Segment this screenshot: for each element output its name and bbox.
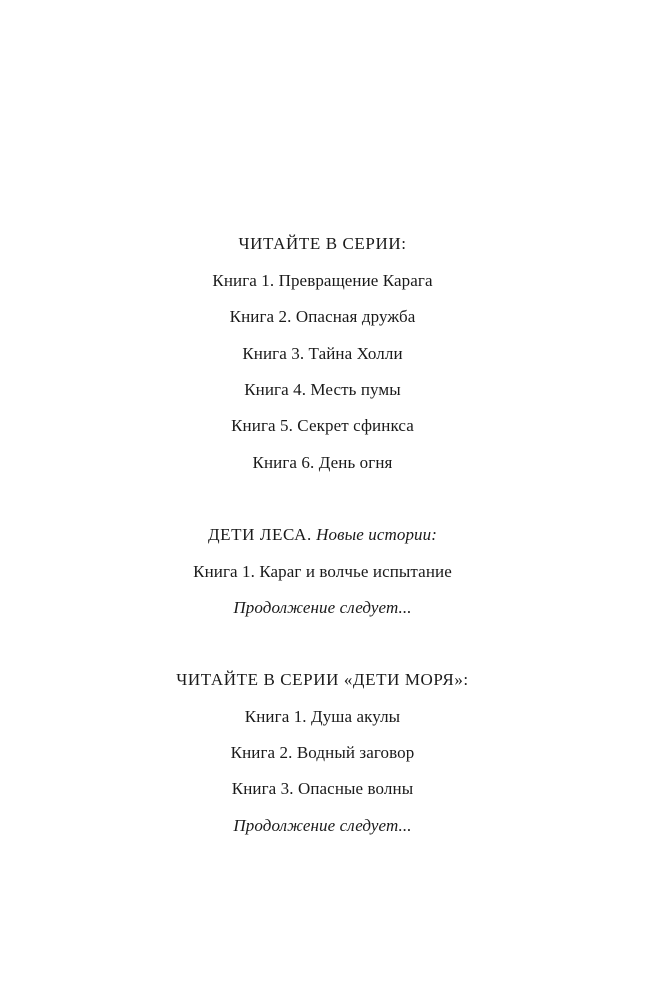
section3-continuation: Продолжение следует... [233, 816, 412, 835]
section1-book-2: Книга 2. Опасная дружба [229, 307, 416, 326]
section3-book-3: Книга 3. Опасные волны [231, 779, 414, 798]
section1-heading: ЧИТАЙТЕ В СЕРИИ: [238, 234, 407, 253]
section2-book-1: Книга 1. Караг и волчье испытание [193, 562, 452, 581]
section1-book-1: Книга 1. Превращение Карага [212, 271, 433, 290]
section2-heading-italic: Новые истории: [316, 525, 438, 544]
section1-book-5: Книга 5. Секрет сфинкса [231, 416, 414, 435]
section3-heading: ЧИТАЙТЕ В СЕРИИ «ДЕТИ МОРЯ»: [176, 670, 469, 689]
section1-book-6: Книга 6. День огня [252, 453, 393, 472]
section2-heading [0, 525, 645, 545]
section1-book-4: Книга 4. Месть пумы [244, 380, 401, 399]
section2-continuation: Продолжение следует... [233, 598, 412, 617]
section1-book-3: Книга 3. Тайна Холли [242, 344, 403, 363]
section3-book-1: Книга 1. Душа акулы [244, 707, 401, 726]
section3-book-2: Книга 2. Водный заговор [230, 743, 415, 762]
section2-heading-main: ДЕТИ ЛЕСА. [207, 525, 312, 544]
